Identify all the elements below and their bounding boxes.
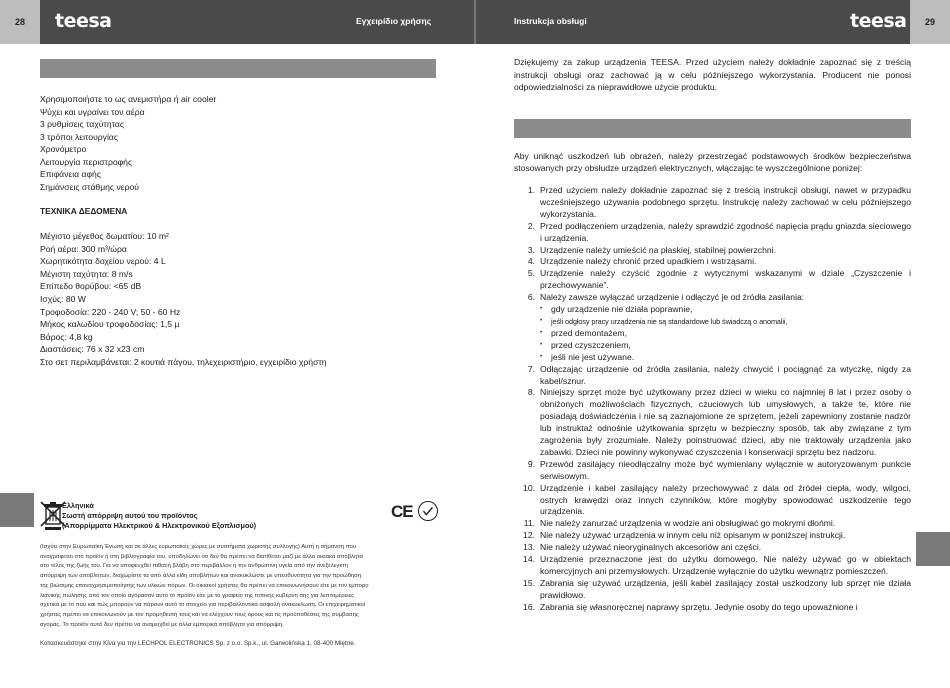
item-number: 11.: [523, 518, 535, 529]
item-number: 5.: [527, 268, 535, 279]
list-item: [514, 578, 911, 602]
page-number-right: 29: [910, 0, 950, 44]
ce-mark: CE: [391, 502, 413, 521]
feature-item: Χρησιμοποιήστε το ως ανεμιστήρα ή air cooler: [40, 94, 217, 104]
item-text: Urządzenie należy umieścić na płaskiej, stabilnej powierzchni.: [540, 244, 776, 255]
item-text: Urządzenie należy chronić przed upadkiem i wstrząsami.: [540, 256, 757, 267]
safety-intro-paragraph: Aby uniknąć uszkodzeń lub obrażeń, należy przestrzegać podstawowych środków bezpieczeństwa stosowanych przy obsłudze urządzeń elektrycznych, włączając te wyszczególnione poniżej:: [514, 151, 911, 174]
item-number: 9.: [527, 458, 535, 469]
item-number: 6.: [527, 292, 535, 303]
item-text: Nie należy używać urządzenia w innym celu niż opisanym w poniższej instrukcji.: [540, 530, 846, 541]
spec-item: Ισχύς: 80 W: [40, 293, 86, 304]
item-text: Przed podłączeniem urządzenia, należy sprawdzić zgodność napięcia prądu gniazda sieciowego i urządzenia.: [540, 220, 911, 243]
list-item: [514, 292, 911, 304]
right-page-title: Instrukcja obsługi: [514, 16, 587, 26]
item-number: 14.: [523, 554, 535, 565]
spec-item: Στο σετ περιλαμβάνεται: 2 κουτιά πάγου, τηλεχειριστήριο, εγχειρίδιο χρήστη: [40, 356, 327, 367]
weee-disposal-text: [40, 543, 440, 630]
sub-item-text: jeśli nie jest używane.: [551, 351, 635, 362]
item-text: Zabrania się używać urządzenia, jeśli kabel zasilający został uszkodzony lub sprzęt nie działa prawidłowo.: [540, 577, 911, 600]
item-number: 10.: [523, 482, 535, 493]
side-tab-left: [0, 493, 34, 527]
text-line: σχετικά με το πού και πώς μπορούν να πάρουν αυτό το στοιχείο για περιβαλλοντικά ασφαλή ανακύκλωση. Οι επιχειρηματικοί: [40, 602, 366, 609]
text-line: χρήστες πρέπει να επικοινωνούν με τον προμηθευτή τους και να ελέγχουν τους όρους και τις προϋποθέσεις της σύμβασης: [40, 611, 359, 618]
page-number-left: 28: [0, 0, 40, 44]
teesa-logo-left: teesa: [55, 10, 112, 32]
spec-item: Τροφοδοσία: 220 - 240 V; 50 - 60 Hz: [40, 306, 181, 317]
specs-heading: ΤΕΧΝΙΚΑ ΔΕΔΟΜΕΝΑ: [40, 206, 128, 216]
item-number: 12.: [523, 530, 535, 541]
safety-rules-list: [514, 185, 911, 614]
feature-item: Λειτουργία περιστροφής: [40, 156, 133, 167]
spec-item: Μέγιστο μέγεθος δωματίου: 10 m²: [40, 231, 169, 241]
text-line: λιανικής πώλησης από τον οποίο αγόρασαν αυτό το προϊόν είτε με το γραφείο της τοπικής κυβέρνη σης για λεπτομέρειες: [40, 592, 355, 599]
spec-item: Μέγιστη ταχύτητα: 8 m/s: [40, 268, 133, 279]
section-bar-features: [40, 59, 436, 78]
sub-item: [514, 316, 911, 328]
list-item: [514, 364, 911, 388]
list-item: [514, 602, 911, 614]
feature-item: Χρονόμετρο: [40, 144, 87, 154]
item-text: Urządzenie przeznaczone jest do użytku domowego. Nie należy używać go w obiektach komercyjnych ani przemysłowych. Urządzenie wyłącznie do użytku wewnątrz pomieszczeń.: [540, 554, 911, 576]
list-item: [514, 542, 911, 554]
item-number: 3.: [527, 244, 535, 255]
feature-item: Σημάνσεις στάθμης νερού: [40, 181, 139, 192]
item-number: 2.: [527, 220, 535, 231]
list-item: [514, 518, 911, 530]
specs-list: [40, 230, 440, 369]
sub-item: [514, 304, 911, 316]
features-list: [40, 93, 430, 193]
item-number: 1.: [527, 185, 535, 195]
item-number: 13.: [523, 542, 535, 553]
list-item: [514, 268, 911, 292]
sub-item-text: gdy urządzenie nie działa poprawnie,: [551, 304, 693, 315]
item-text: Odłączając urządzenie od źródła zasilania, należy chwycić i pociągnąć za wtyczkę, nigdy za kabel/sznur.: [540, 363, 911, 386]
manufacturer-note: Κατασκευάστηκε στην Κίνα για την LECHPOL ELECTRONICS Sp. z o.o. Sp.k., ul. Garwolińska 1, 08-400 Miętne.: [40, 640, 356, 647]
list-item: [514, 256, 911, 268]
section-bar-safety: [514, 119, 911, 138]
item-number: 15.: [523, 577, 535, 588]
list-item: [514, 483, 911, 519]
feature-item: 3 ρυθμίσεις ταχύτητας: [40, 119, 124, 129]
text-line: αναγράφεται στο προϊόν ή στη βιβλιογραφία του, υποδηλώνει ότι δεν θα πρέπει να διατίθεται μαζί με άλλα οικιακά απόβλητα: [40, 553, 363, 560]
list-item: [514, 221, 911, 245]
feature-item: Επιφάνεια αφής: [40, 169, 101, 179]
list-item: [514, 185, 911, 221]
teesa-logo-right: teesa: [850, 10, 907, 32]
sub-item: [514, 352, 911, 364]
weee-language: Ελληνικά: [62, 501, 94, 510]
bullet: •: [540, 317, 543, 324]
sub-item-text: jeśli odgłosy pracy urządzenia nie są standardowe lub świadczą o anomalii,: [551, 316, 788, 326]
bullet: •: [540, 353, 543, 360]
item-text: Nie należy zanurzać urządzenia w wodzie ani obsługiwać go mokrymi dłońmi.: [540, 518, 836, 529]
text-line: στο τέλος της ζωής του. Για να αποφευχθεί πιθανή βλάβη στο περιβάλλον ή την ανθρώπινη υγεία από την ανεξέλεγκτη: [40, 563, 348, 570]
item-number: 4.: [527, 256, 535, 267]
sub-item: [514, 328, 911, 340]
spec-item: Επίπεδο θορύβου: <65 dB: [40, 281, 142, 292]
sub-item-text: przed czyszczeniem,: [551, 339, 631, 350]
sub-item: [514, 340, 911, 352]
spec-item: Βάρος: 4,8 kg: [40, 331, 93, 342]
bullet: •: [540, 341, 543, 348]
item-text: Przed użyciem należy dokładnie zapoznać się z treścią instrukcji obsługi, nawet w przypadku wcześniejszego używania podobnego sprzętu. Instrukcję należy zachować w celu późniejszego wykorzystania.: [540, 185, 911, 219]
item-number: 7.: [527, 363, 535, 374]
eco-certification-icon: [418, 501, 438, 521]
intro-paragraph: Dziękujemy za zakup urządzenia TEESA. Przed użyciem należy dokładnie zapoznać się z treścią instrukcji obsługi oraz zachować ją w celu późniejszego wykorzystania. Producent nie ponosi odpowiedzialności za nieprawidłowe użycie produktu.: [514, 57, 911, 93]
spec-item: Διαστάσεις: 76 x 32 x23 cm: [40, 344, 145, 355]
item-number: 16.: [523, 601, 535, 612]
text-line: αγοράς. Το προϊόν αυτό δεν πρέπει να αναμειχθεί με άλλα εμπορικά απόβλητα για απόρριψη.: [40, 621, 284, 628]
item-text: Urządzenie należy czyścić zgodnie z wytycznymi wskazanymi w dziale „Czyszczenie i przechowywanie”.: [540, 268, 911, 291]
weee-notice: [62, 501, 256, 531]
feature-item: 3 τρόποι λειτουργίας: [40, 131, 118, 142]
item-text: Nie należy używać nieoryginalnych akcesoriów ani części.: [540, 542, 762, 553]
item-text: Przewód zasilający nieodłączalny może być wymieniany wyłącznie w autoryzowanym punkcie serwisowym.: [540, 458, 911, 481]
item-text: Urządzenie i kabel zasilający należy przechowywać z dala od źródeł ciepła, wody, wilgoci, ostrych krawędzi oraz innych czynników, które mogłyby spowodować uszkodzenie tego urządzenia.: [540, 482, 911, 517]
bullet: •: [540, 329, 543, 336]
spec-item: Μήκος καλωδίου τροφοδοσίας: 1,5 µ: [40, 319, 180, 330]
text-line: απόρριψη των αποβλήτων, διαχωρίστε τα από άλλα είδη αποβλήτων και ανακυκλώστε με υπευθυνότητα για την προώθηση: [40, 573, 362, 580]
weee-title: Σωστή απόρριψη αυτού του προϊόντος: [62, 511, 198, 520]
item-text: Zabrania się własnoręcznej naprawy sprzętu. Jedynie osoby do tego upoważnione i: [540, 601, 858, 612]
page-divider: [474, 0, 476, 44]
item-text: Niniejszy sprzęt może być użytkowany przez dzieci w wieku co najmniej 8 lat i przez osoby o obniżonych możliwościach fizycznych, czuciowych lub umysłowych, a także te, które nie posiadają doświadczenia i nie są zaznajomione ze sprzętem, jeżeli zapewniony zostanie nadzór lub instruktaż odnośnie użytkowania sprzętu w bezpieczny sposób, tak aby związane z tym zagrożenia były zrozumiałe. Należy poinstruować dzieci, aby nie traktowały urządzenia jako zabawki. Dzieci nie powinny wykonywać czyszczenia i konserwacji sprzętu bez nadzoru.: [540, 387, 911, 457]
item-number: 8.: [527, 387, 535, 398]
weee-subtitle: (Απορρίμματα Ηλεκτρικού & Ηλεκτρονικού Εξοπλισμού): [62, 521, 257, 530]
text-line: της βιώσιμης επαναχρησιμοποίησης των υλικών πόρων. Οι οικιακοί χρήστες θα πρέπει να επικοινωνήσουν είτε με τον έμπορο: [40, 582, 369, 589]
text-line: (Ισχύει στην Ευρωπαϊκή Ένωση και σε άλλες ευρωπαϊκές χώρες με συστήματα χωριστής συλλογής) Αυτή η σήμανση που: [40, 544, 357, 550]
item-text: Należy zawsze wyłączać urządzenie i odłączyć je od źródła zasilania:: [540, 292, 805, 303]
left-page-title: Εγχειρίδιο χρήσης: [356, 16, 432, 26]
spec-item: Ροή αέρα: 300 m³/ώρα: [40, 243, 127, 254]
bullet: •: [540, 306, 543, 313]
list-item: [514, 245, 911, 257]
list-item: [514, 459, 911, 483]
list-item: [514, 554, 911, 578]
list-item: [514, 387, 911, 458]
spec-item: Χωρητικότητα δοχείου νερού: 4 L: [40, 256, 166, 267]
list-item: [514, 530, 911, 542]
feature-item: Ψύχει και υγραίνει τον αέρα: [40, 106, 145, 117]
side-tab-right: [916, 532, 950, 566]
sub-item-text: przed demontażem,: [551, 327, 627, 338]
